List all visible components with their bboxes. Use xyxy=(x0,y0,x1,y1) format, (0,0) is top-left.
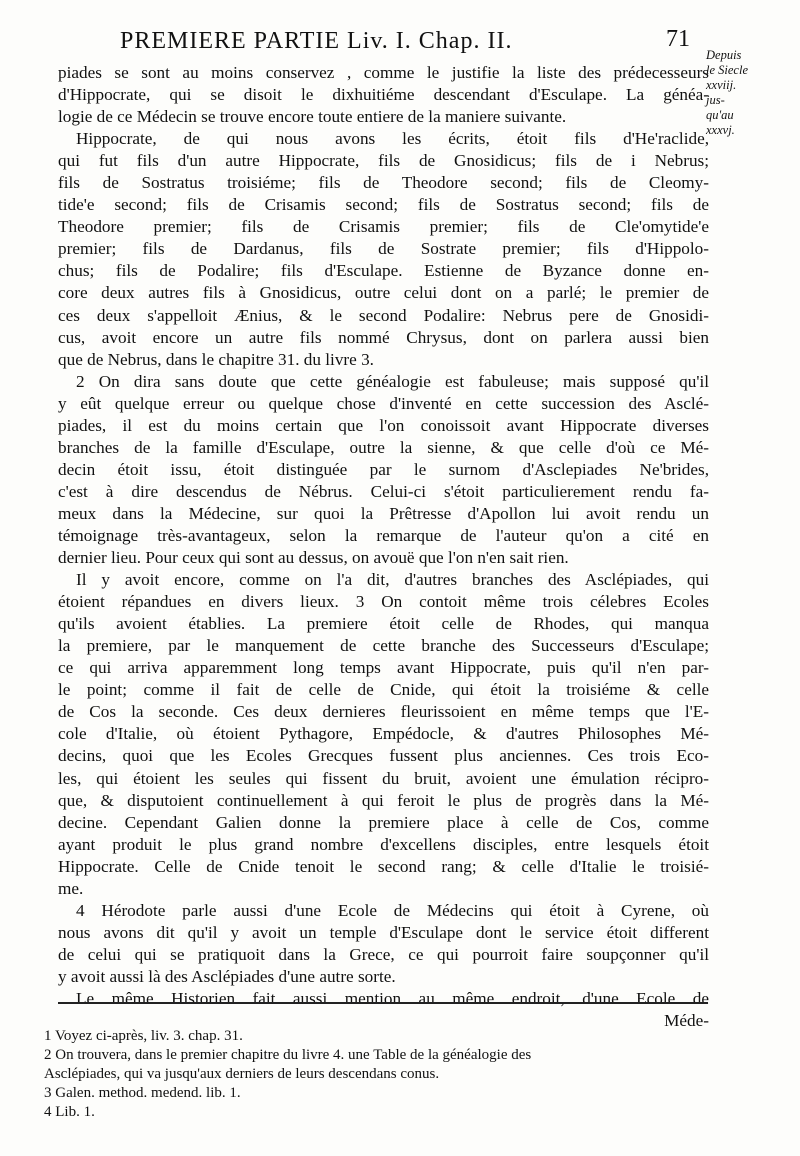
text-line: Méde- xyxy=(664,1011,709,1031)
margin-note-line: Depuis xyxy=(706,48,742,62)
margin-note-line: jus- xyxy=(706,93,725,107)
margin-note-line: qu'au xyxy=(706,108,734,122)
text-line: Hippocrate. Celle de Cnide tenoit le second rang; & celle d'Italie le troisié- xyxy=(58,856,709,876)
text-line: 2 On dira sans doute que cette généalogie est fabuleuse; mais supposé qu'il xyxy=(76,371,709,391)
text-line: étoient répandues en divers lieux. 3 On contoit même trois célebres Ecoles xyxy=(58,592,709,612)
footnote-3: 3 Galen. method. medend. lib. 1. xyxy=(44,1085,241,1101)
footnote-2: 2 On trouvera, dans le premier chapitre du livre 4. une Table de la généalogie des xyxy=(44,1047,532,1063)
text-line: Hippocrate, de qui nous avons les écrits, étoit fils d'He'raclide, xyxy=(76,129,709,149)
text-line: decins, quoi que les Ecoles Grecques fussent plus anciennes. Ces trois Eco- xyxy=(58,746,709,766)
text-line: dernier lieu. Pour ceux qui sont au dessus, on avouë que l'on n'en sait rien. xyxy=(58,548,569,568)
margin-note-line: xxxvj. xyxy=(706,123,735,137)
text-line: core deux autres fils à Gnosidicus, outre celui dont on a parlé; le premier de xyxy=(58,283,709,303)
page-header xyxy=(120,22,690,58)
text-line: nous avons dit qu'il y avoit un temple d'Esculape dont le service étoit different xyxy=(58,922,709,942)
text-line: 4 Hérodote parle aussi d'une Ecole de Médecins qui étoit à Cyrene, où xyxy=(76,900,709,920)
footnotes xyxy=(44,1027,744,1122)
text-line: decine. Cependant Galien donne la premiere place à celle de Cos, comme xyxy=(58,812,709,832)
text-line: d'Hippocrate, qui se disoit le dixhuitiéme descendant d'Esculape. La généa- xyxy=(58,85,709,105)
text-line: me. xyxy=(58,878,84,898)
text-line: fils de Sostratus troisiéme; fils de Theodore second; fils de Cleomy- xyxy=(58,173,709,193)
text-line: ces deux s'appelloit Ænius, & le second Podalire: Nebrus pere de Gnosidi- xyxy=(58,305,709,325)
text-line: ce qui arriva apparemment long temps avant Hippocrate, puis qu'il n'en par- xyxy=(58,658,709,678)
footnote-2-continued: Asclépiades, qui va jusqu'aux derniers de leurs descendans conus. xyxy=(44,1066,440,1082)
text-line: les, qui étoient les seules qui fissent du bruit, avoient une émulation récipro- xyxy=(58,768,709,788)
footnote-4: 4 Lib. 1. xyxy=(44,1104,95,1120)
running-title: PREMIERE PARTIE Liv. I. Chap. II. xyxy=(120,28,513,54)
margin-note-line: xxviij. xyxy=(706,78,737,92)
text-line: premier; fils de Dardanus, fils de Sostrate premier; fils d'Hippolo- xyxy=(58,239,709,259)
text-line: piades se sont au moins conservez , comme le justifie la liste des prédecesseurs xyxy=(58,63,709,82)
text-line: logie de ce Médecin se trouve encore toute entiere de la maniere suivante. xyxy=(58,107,567,127)
text-line: decin étoit issu, étoit distinguée par le surnom d'Asclepiades Ne'brides, xyxy=(58,459,709,479)
margin-note-line: le Siecle xyxy=(706,63,748,77)
text-line: que, & disputoient continuellement à qui feroit le plus de progrès dans la Mé- xyxy=(58,790,709,810)
text-line: de Cos la seconde. Ces deux dernieres fleurissoient en même temps que l'E- xyxy=(58,702,709,722)
footnote-1: 1 Voyez ci-après, liv. 3. chap. 31. xyxy=(44,1028,243,1044)
text-line: qui fut fils d'un autre Hippocrate, fils de Gnosidicus; fils de i Nebrus; xyxy=(58,151,709,171)
text-line: le point; comme il fait de celle de Cnide, qui étoit la troisiéme & celle xyxy=(58,680,709,700)
body-text xyxy=(58,62,709,1032)
margin-note xyxy=(706,48,796,138)
text-line: qu'ils avoient établies. La premiere étoit celle de Rhodes, qui manqua xyxy=(58,614,709,634)
text-line: tide'e second; fils de Crisamis second; fils de Sostratus second; fils de xyxy=(58,195,709,215)
text-line: c'est à dire descendus de Nébrus. Celui-ci s'étoit particulierement rendu fa- xyxy=(58,481,709,501)
text-line: piades, il est du moins certain que l'on conoissoit avant Hippocrate diverses xyxy=(58,415,709,435)
text-line: témoignage très-avantageux, selon la remarque de l'auteur qu'on a cité en xyxy=(58,525,709,545)
footnote-rule xyxy=(58,1002,708,1004)
text-line: y eût quelque erreur ou quelque chose d'inventé en cette succession des Asclé- xyxy=(58,393,709,413)
text-line: que de Nebrus, dans le chapitre 31. du livre 3. xyxy=(58,349,374,369)
text-line: y avoit aussi là des Asclépiades d'une autre sorte. xyxy=(58,966,396,986)
text-line: Il y avoit encore, comme on l'a dit, d'autres branches des Asclépiades, qui xyxy=(76,570,709,590)
text-line: chus; fils de Podalire; fils d'Esculape. Estienne de Byzance donne en- xyxy=(58,261,709,281)
text-line: cus, avoit encore un autre fils nommé Chrysus, dont on parlera aussi bien xyxy=(58,327,709,347)
text-line: branches de la famille d'Esculape, outre la sienne, & que celle d'où ce Mé- xyxy=(58,437,709,457)
text-line: Theodore premier; fils de Crisamis premier; fils de Cle'omytide'e xyxy=(58,217,709,237)
page-number: 71 xyxy=(666,26,690,52)
text-line: Le même Historien fait aussi mention au même endroit, d'une Ecole de xyxy=(76,988,709,1008)
text-line: ayant produit le plus grand nombre d'excellens disciples, entre lesquels étoit xyxy=(58,834,709,854)
text-line: cole d'Italie, où étoient Pythagore, Empédocle, & d'autres Philosophes Mé- xyxy=(58,724,709,744)
text-line: la premiere, par le manquement de cette branche des Successeurs d'Esculape; xyxy=(58,636,709,656)
text-line: de celui qui se pratiquoit dans la Grece, ce qui pourroit faire soupçonner qu'il xyxy=(58,944,709,964)
text-line: meux dans la Médecine, sur quoi la Prêtresse d'Apollon lui avoit rendu un xyxy=(58,503,709,523)
